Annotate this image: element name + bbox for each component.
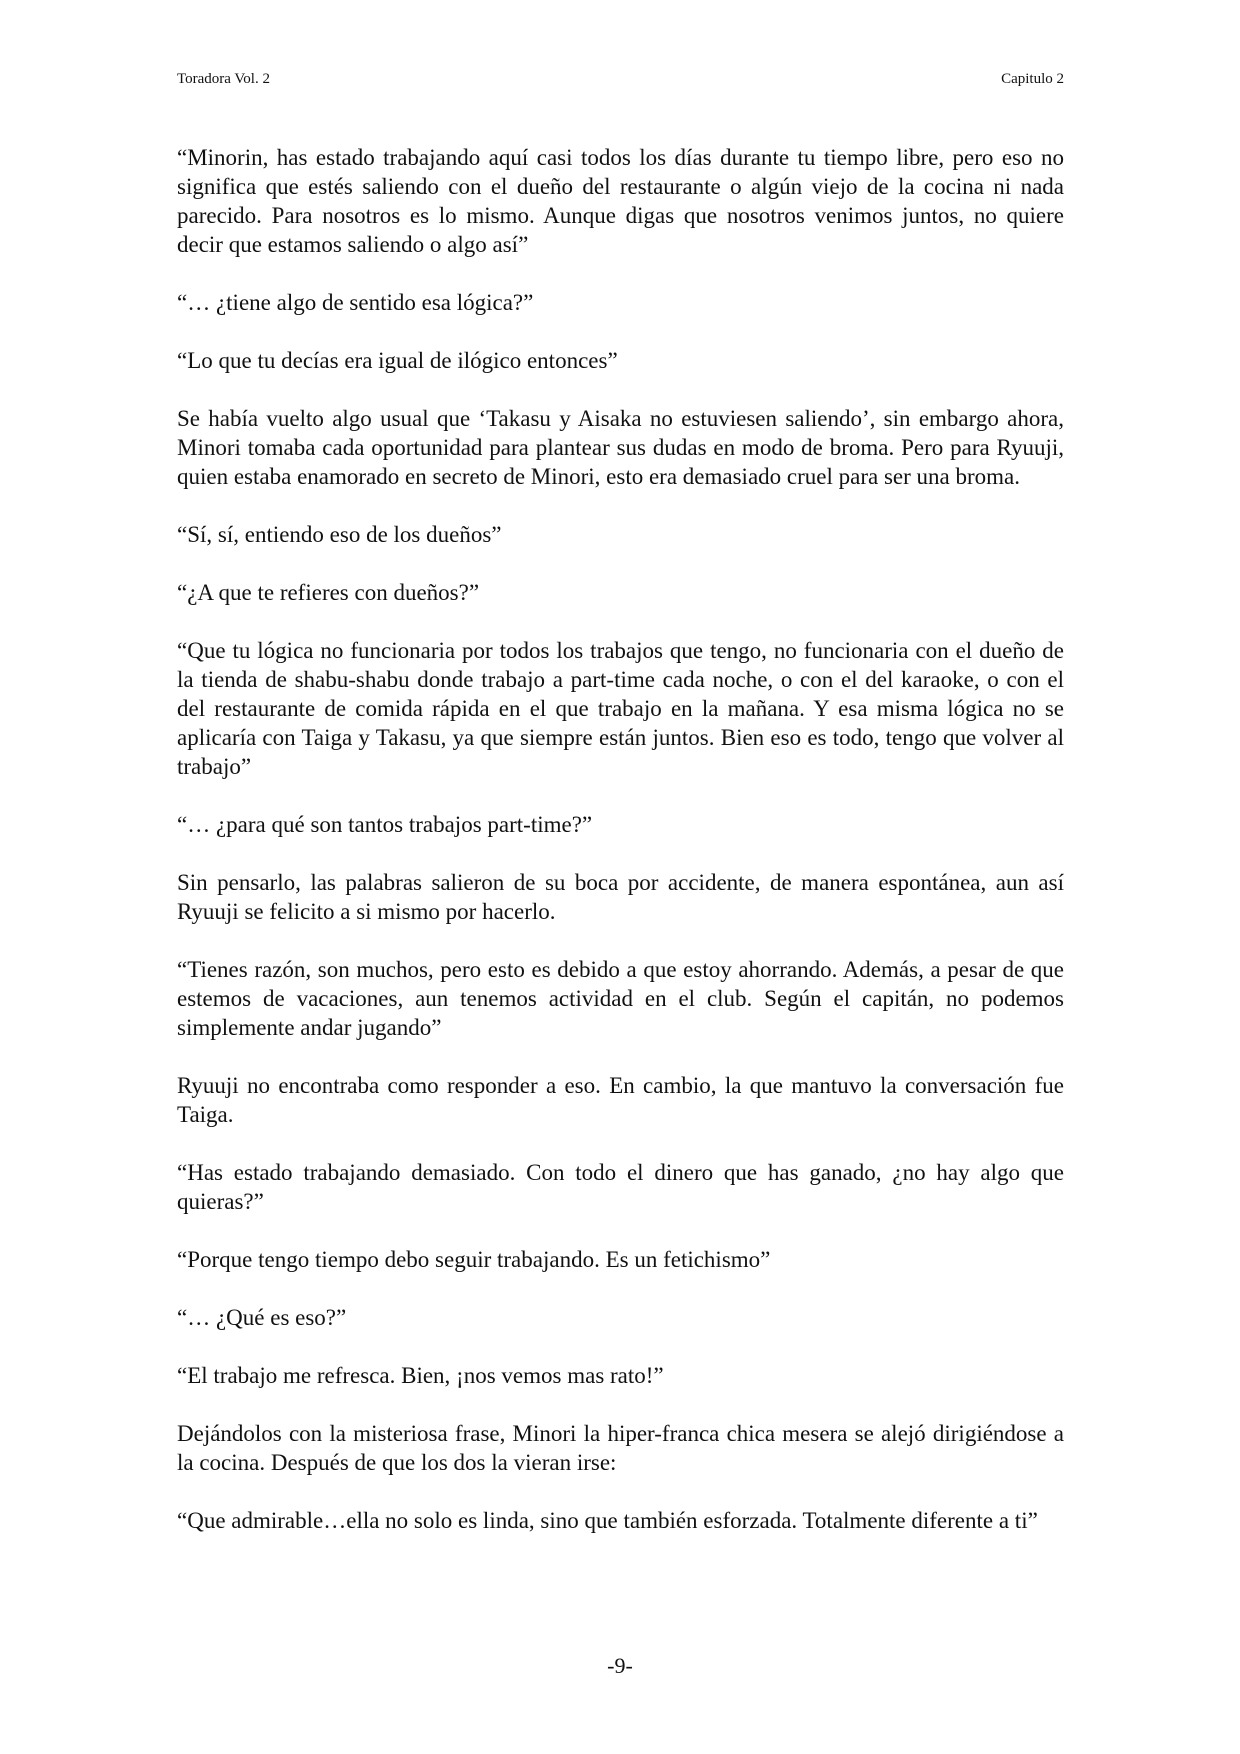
paragraph-15: “El trabajo me refresca. Bien, ¡nos vemos mas rato!”: [177, 1363, 664, 1388]
paragraph-5: “Sí, sí, entiendo eso de los dueños”: [177, 522, 502, 547]
paragraph-4: Se había vuelto algo usual que ‘Takasu y Aisaka no estuviesen saliendo’, sin embargo ahora, Minori tomaba cada oportunidad para plantear sus dudas en modo de broma. Pero para Ryuuji, quien estaba enamorado en secreto de Minori, esto era demasiado cruel para ser una broma.: [177, 406, 1064, 489]
paragraph-2: “… ¿tiene algo de sentido esa lógica?”: [177, 290, 534, 315]
paragraph-12: “Has estado trabajando demasiado. Con todo el dinero que has ganado, ¿no hay algo que quieras?”: [177, 1160, 1064, 1214]
paragraph-11: Ryuuji no encontraba como responder a eso. En cambio, la que mantuvo la conversación fue Taiga.: [177, 1073, 1064, 1127]
paragraph-14: “… ¿Qué es eso?”: [177, 1305, 347, 1330]
header-chapter: Capitulo 2: [1001, 71, 1064, 87]
paragraph-1: “Minorin, has estado trabajando aquí casi todos los días durante tu tiempo libre, pero eso no significa que estés saliendo con el dueño del restaurante o algún viejo de la cocina ni nada parecido. Para nosotros es lo mismo. Aunque digas que nosotros venimos juntos, no quiere decir que estamos saliendo o algo así”: [177, 145, 1064, 257]
paragraph-3: “Lo que tu decías era igual de ilógico entonces”: [177, 348, 618, 373]
page-number: -9-: [607, 1653, 633, 1678]
paragraph-10: “Tienes razón, son muchos, pero esto es debido a que estoy ahorrando. Además, a pesar de que estemos de vacaciones, aun tenemos actividad en el club. Según el capitán, no podemos simplemente andar jugando”: [177, 957, 1064, 1040]
paragraph-8: “… ¿para qué son tantos trabajos part-time?”: [177, 812, 593, 837]
paragraph-13: “Porque tengo tiempo debo seguir trabajando. Es un fetichismo”: [177, 1247, 771, 1272]
running-header: [177, 70, 1064, 88]
paragraph-17: “Que admirable…ella no solo es linda, sino que también esforzada. Totalmente diferente a ti”: [177, 1508, 1038, 1533]
header-book-title: Toradora Vol. 2: [177, 71, 270, 87]
paragraph-7: “Que tu lógica no funcionaria por todos los trabajos que tengo, no funcionaria con el dueño de la tienda de shabu-shabu donde trabajo a part-time cada noche, o con el del karaoke, o con el del restaurante de comida rápida en el que trabajo en la mañana. Y esa misma lógica no se aplicaría con Taiga y Takasu, ya que siempre están juntos. Bien eso es todo, tengo que volver al trabajo”: [177, 638, 1064, 779]
paragraph-9: Sin pensarlo, las palabras salieron de su boca por accidente, de manera espontánea, aun así Ryuuji se felicito a si mismo por hacerlo.: [177, 870, 1064, 924]
paragraph-16: Dejándolos con la misteriosa frase, Minori la hiper-franca chica mesera se alejó dirigiéndose a la cocina. Después de que los dos la vieran irse:: [177, 1421, 1064, 1475]
paragraph-6: “¿A que te refieres con dueños?”: [177, 580, 480, 605]
page-body: [177, 143, 1064, 1564]
